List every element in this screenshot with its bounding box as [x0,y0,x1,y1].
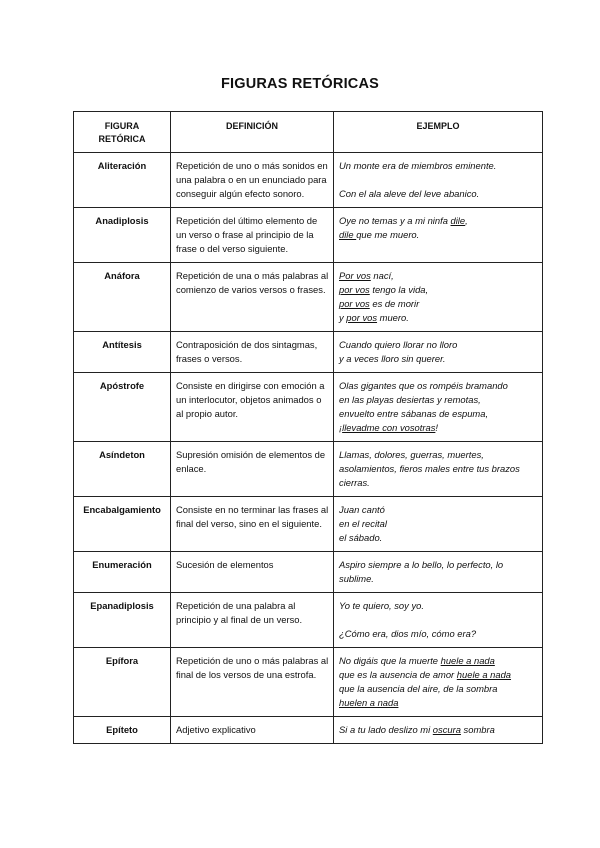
term-cell: Asíndeton [74,442,171,497]
underlined-word: por vos [339,284,370,295]
term-cell: Epífora [74,648,171,717]
underlined-word: llevadme con vosotras [342,422,436,433]
term-cell: Aliteración [74,153,171,208]
underlined-word: huelen a nada [339,697,399,708]
term-cell: Anáfora [74,263,171,332]
underlined-word: por vos [346,312,378,323]
example-line: ¡llevadme con vosotras! [339,422,439,433]
example-line: Oye no temas y a mi ninfa dile, [339,215,468,226]
header-figura-line2: RETÓRICA [98,134,146,144]
example-line: en las playas desiertas y remotas, [339,394,481,405]
table-row [74,263,543,332]
table-row [74,373,543,442]
definition-cell: Repetición de una o más palabras al comienzo de varios versos o frases. [171,263,334,332]
example-cell [334,153,543,208]
underlined-word: dile [450,215,466,226]
example-cell [334,208,543,263]
example-line: No digáis que la muerte huele a nada [339,655,495,666]
header-figura-line1: FIGURA [104,121,140,131]
example-cell: Llamas, dolores, guerras, muertes, asolamientos, fieros males entre tus brazos cierras. [334,442,543,497]
table-row [74,332,543,373]
example-line: y por vos muero. [339,312,409,323]
definition-cell: Contraposición de dos sintagmas, frases o versos. [171,332,334,373]
example-line: que la ausencia del aire, de la sombra [339,683,498,694]
table-row [74,153,543,208]
underlined-word: dile [339,229,357,240]
table-row [74,648,543,717]
definition-cell: Adjetivo explicativo [171,717,334,744]
example-line: Con el ala aleve del leve abanico. [339,188,480,199]
example-cell [334,332,543,373]
figures-table [73,111,543,744]
example-line: Si a tu lado deslizo mi oscura sombra [339,724,495,735]
example-line: Por vos nací, [339,270,394,281]
underlined-word: huele a nada [456,669,512,680]
underlined-word: huele a nada [440,655,495,666]
example-line: en el recital [339,518,387,529]
underlined-word: oscura [432,724,461,735]
definition-cell: Repetición del último elemento de un verso o frase al principio de la frase o del verso siguiente. [171,208,334,263]
example-line: Cuando quiero llorar no lloro [339,339,458,350]
example-cell [334,648,543,717]
term-cell: Antítesis [74,332,171,373]
example-line: por vos es de morir [339,298,420,309]
example-line [339,696,538,710]
example-line: Yo te quiero, soy yo. [339,600,424,611]
example-line: que es la ausencia de amor huele a nada [339,669,512,680]
table-row [74,442,543,497]
term-cell: Anadiplosis [74,208,171,263]
table-row [74,593,543,648]
definition-cell: Supresión omisión de elementos de enlace. [171,442,334,497]
term-cell: Encabalgamiento [74,497,171,552]
example-line: por vos tengo la vida, [339,284,429,295]
table-header-row [74,112,543,153]
definition-cell: Consiste en no terminar las frases al final del verso, sino en el siguiente. [171,497,334,552]
example-line: Juan cantó [339,504,385,515]
example-cell: Aspiro siempre a lo bello, lo perfecto, lo sublime. [334,552,543,593]
example-line: ¿Cómo era, dios mío, cómo era? [339,628,477,639]
example-line: y a veces lloro sin querer. [339,353,446,364]
header-figura [74,112,171,153]
term-cell: Epanadiplosis [74,593,171,648]
term-cell: Epíteto [74,717,171,744]
table-row [74,497,543,552]
term-cell: Apóstrofe [74,373,171,442]
example-line: Olas gigantes que os rompéis bramando [339,380,508,391]
definition-cell: Repetición de una palabra al principio y al final de un verso. [171,593,334,648]
definition-cell: Repetición de uno o más palabras al final de los versos de una estrofa. [171,648,334,717]
table-row [74,208,543,263]
example-line: el sábado. [339,532,383,543]
term-cell: Enumeración [74,552,171,593]
underlined-word: por vos [339,298,370,309]
example-cell [334,593,543,648]
page-title: FIGURAS RETÓRICAS [220,76,380,92]
example-cell [334,717,543,744]
example-line: Un monte era de miembros eminente. [339,160,497,171]
header-ejemplo: EJEMPLO [334,112,543,153]
definition-cell: Repetición de uno o más sonidos en una palabra o en un enunciado para conseguir algún efecto sonoro. [171,153,334,208]
example-cell [334,263,543,332]
example-line: envuelto entre sábanas de espuma, [339,408,489,419]
table-row [74,717,543,744]
example-cell [334,373,543,442]
example-cell [334,497,543,552]
definition-cell: Sucesión de elementos [171,552,334,593]
definition-cell: Consiste en dirigirse con emoción a un interlocutor, objetos animados o al propio autor. [171,373,334,442]
underlined-word: Por vos [339,270,371,281]
example-line: dile que me muero. [339,229,420,240]
header-definicion: DEFINICIÓN [171,112,334,153]
table-row [74,552,543,593]
